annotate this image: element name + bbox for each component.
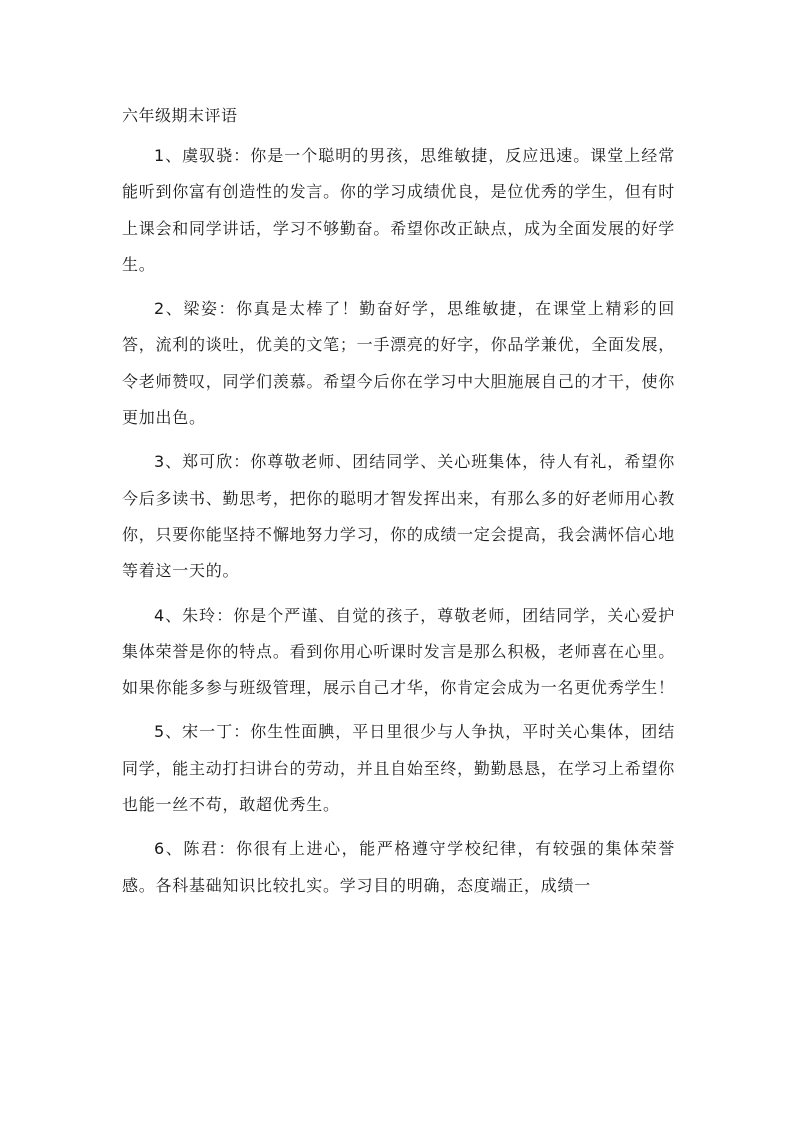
comment-paragraph-1: 1、虞驭骁：你是一个聪明的男孩，思维敏捷，反应迅速。课堂上经常能听到你富有创造性的发言。你的学习成绩优良，是位优秀的学生，但有时上课会和同学讲话，学习不够勤奋。希望你改正缺点，成为全面发展的好学生。 xyxy=(122,146,675,274)
comment-paragraph-5: 5、宋一丁：你生性面腆，平日里很少与人争执，平时关心集体，团结同学，能主动打扫讲台的劳动，并且自始至终，勤勤恳恳，在学习上希望你也能一丝不苟，敢超优秀生。 xyxy=(122,722,675,815)
document-body xyxy=(122,98,675,912)
document-title: 六年级期末评语 xyxy=(122,106,238,125)
comment-paragraph-3: 3、郑可欣：你尊敬老师、团结同学、关心班集体，待人有礼，希望你今后多读书、勤思考，把你的聪明才智发挥出来，有那么多的好老师用心教你，只要你能坚持不懈地努力学习，你的成绩一定会提高，我会满怀信心地等着这一天的。 xyxy=(122,452,675,581)
comment-paragraph-6: 6、陈君：你很有上进心，能严格遵守学校纪律，有较强的集体荣誉感。各科基础知识比较扎实。学习目的明确，态度端正，成绩一 xyxy=(122,839,675,895)
comment-paragraph-4: 4、朱玲：你是个严谨、自觉的孩子，尊敬老师，团结同学，关心爱护集体荣誉是你的特点。看到你用心听课时发言是那么积极，老师喜在心里。如果你能多参与班级管理，展示自己才华，你肯定会成为一名更优秀学生！ xyxy=(122,605,675,698)
comment-paragraph-2: 2、梁姿：你真是太棒了！勤奋好学，思维敏捷，在课堂上精彩的回答，流利的谈吐，优美的文笔；一手漂亮的好字，你品学兼优，全面发展，令老师赞叹，同学们羡慕。希望今后你在学习中大胆施展自己的才干，使你更加出色。 xyxy=(122,299,675,428)
